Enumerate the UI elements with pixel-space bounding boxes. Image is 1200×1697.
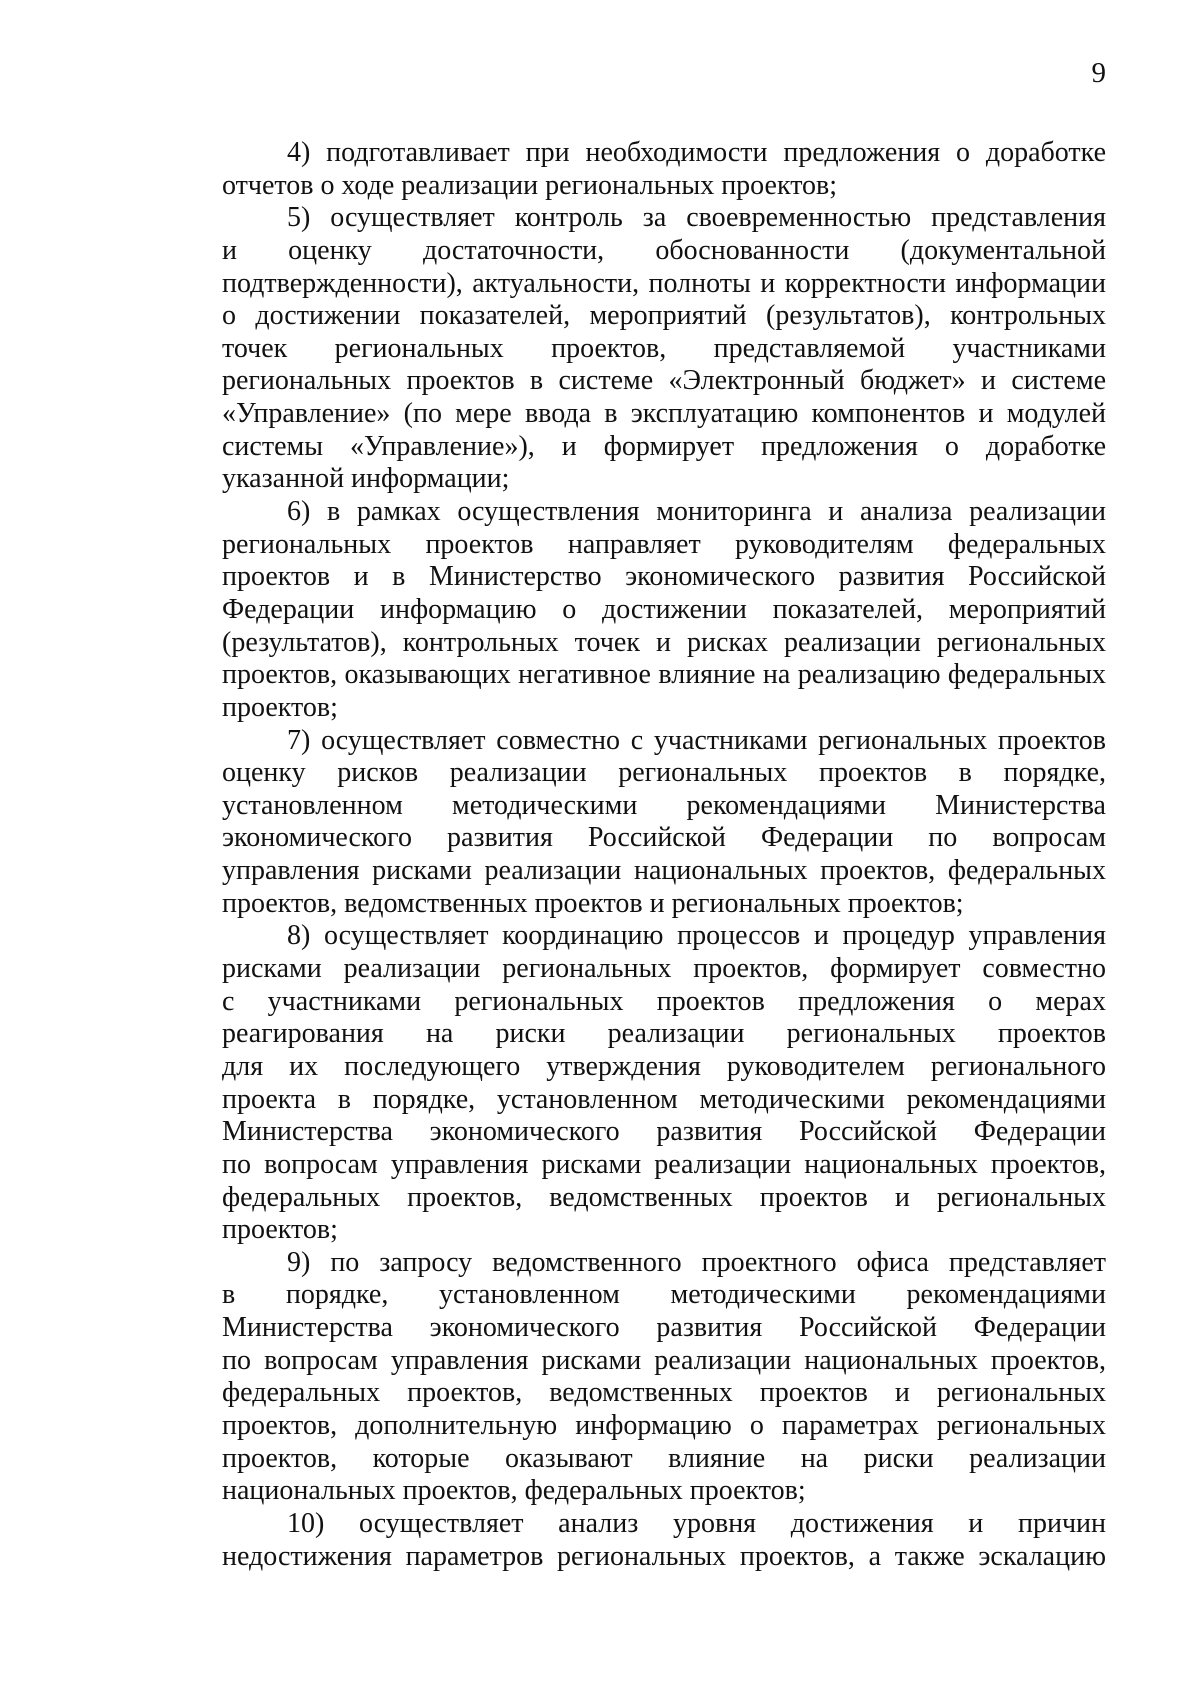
text-line: и оценку достаточности, обоснованности (документальной	[222, 234, 1106, 266]
text-line: Министерства экономического развития Российской Федерации	[222, 1312, 1106, 1344]
text-line: в порядке, установленном методическими рекомендациями	[222, 1279, 1106, 1311]
text-line: системы «Управление»), и формирует предложения о доработке	[222, 430, 1106, 462]
text-line: 4) подготавливает при необходимости предложения о доработке	[287, 137, 1106, 168]
text-line: установленном методическими рекомендациями Министерства	[222, 789, 1106, 821]
text-line: федеральных проектов, ведомственных проектов и региональных	[222, 1181, 1106, 1213]
text-line: 5) осуществляет контроль за своевременностью представления	[287, 202, 1106, 234]
text-line: федеральных проектов, ведомственных проектов и региональных	[222, 1377, 1106, 1409]
text-line: рисками реализации региональных проектов, формирует совместно	[222, 953, 1106, 985]
text-line: 6) в рамках осуществления мониторинга и анализа реализации	[287, 496, 1106, 528]
text-line: проектов;	[222, 691, 338, 723]
text-line: проектов, которые оказывают влияние на риски реализации	[222, 1442, 1106, 1474]
text-line: точек региональных проектов, представляемой участниками	[222, 332, 1106, 364]
text-line: 7) осуществляет совместно с участниками региональных проектов	[287, 724, 1106, 756]
text-line: для их последующего утверждения руководителем регионального	[222, 1050, 1106, 1082]
text-line: (результатов), контрольных точек и рисках реализации региональных	[222, 626, 1106, 658]
text-line: 8) осуществляет координацию процессов и процедур управления	[287, 920, 1106, 952]
text-line: отчетов о ходе реализации региональных проектов;	[222, 169, 838, 201]
text-line: проектов, оказывающих негативное влияние на реализацию федеральных	[222, 659, 1106, 691]
text-line: указанной информации;	[222, 463, 510, 495]
text-line: проектов, дополнительную информацию о параметрах региональных	[222, 1409, 1106, 1441]
text-line: проектов;	[222, 1214, 338, 1246]
text-line: проекта в порядке, установленном методическими рекомендациями	[222, 1083, 1106, 1115]
text-line: недостижения параметров региональных проектов, а также эскалацию	[222, 1540, 1106, 1572]
page-number: 9	[1091, 57, 1106, 89]
text-line: подтвержденности), актуальности, полноты и корректности информации	[222, 267, 1106, 299]
text-line: «Управление» (по мере ввода в эксплуатацию компонентов и модулей	[222, 398, 1106, 430]
text-line: реагирования на риски реализации региональных проектов	[222, 1018, 1106, 1050]
text-line: управления рисками реализации национальных проектов, федеральных	[222, 855, 1106, 887]
text-line: проектов и в Министерство экономического развития Российской	[222, 561, 1106, 593]
text-line: по вопросам управления рисками реализации национальных проектов,	[222, 1148, 1106, 1180]
text-line: Министерства экономического развития Российской Федерации	[222, 1116, 1106, 1148]
text-line: Федерации информацию о достижении показателей, мероприятий	[222, 593, 1106, 625]
text-line: национальных проектов, федеральных проектов;	[222, 1475, 806, 1507]
text-line: региональных проектов в системе «Электронный бюджет» и системе	[222, 365, 1106, 397]
text-line: с участниками региональных проектов предложения о мерах	[222, 985, 1106, 1017]
body-text	[222, 137, 1106, 1573]
text-line: региональных проектов направляет руководителям федеральных	[222, 528, 1106, 560]
text-line: оценку рисков реализации региональных проектов в порядке,	[222, 757, 1106, 789]
text-line: проектов, ведомственных проектов и региональных проектов;	[222, 887, 964, 919]
text-line: 9) по запросу ведомственного проектного офиса представляет	[287, 1246, 1106, 1278]
text-line: по вопросам управления рисками реализации национальных проектов,	[222, 1344, 1106, 1376]
text-line: 10) осуществляет анализ уровня достижения и причин	[287, 1507, 1106, 1539]
text-line: экономического развития Российской Федерации по вопросам	[222, 822, 1106, 854]
text-line: о достижении показателей, мероприятий (результатов), контрольных	[222, 300, 1106, 332]
